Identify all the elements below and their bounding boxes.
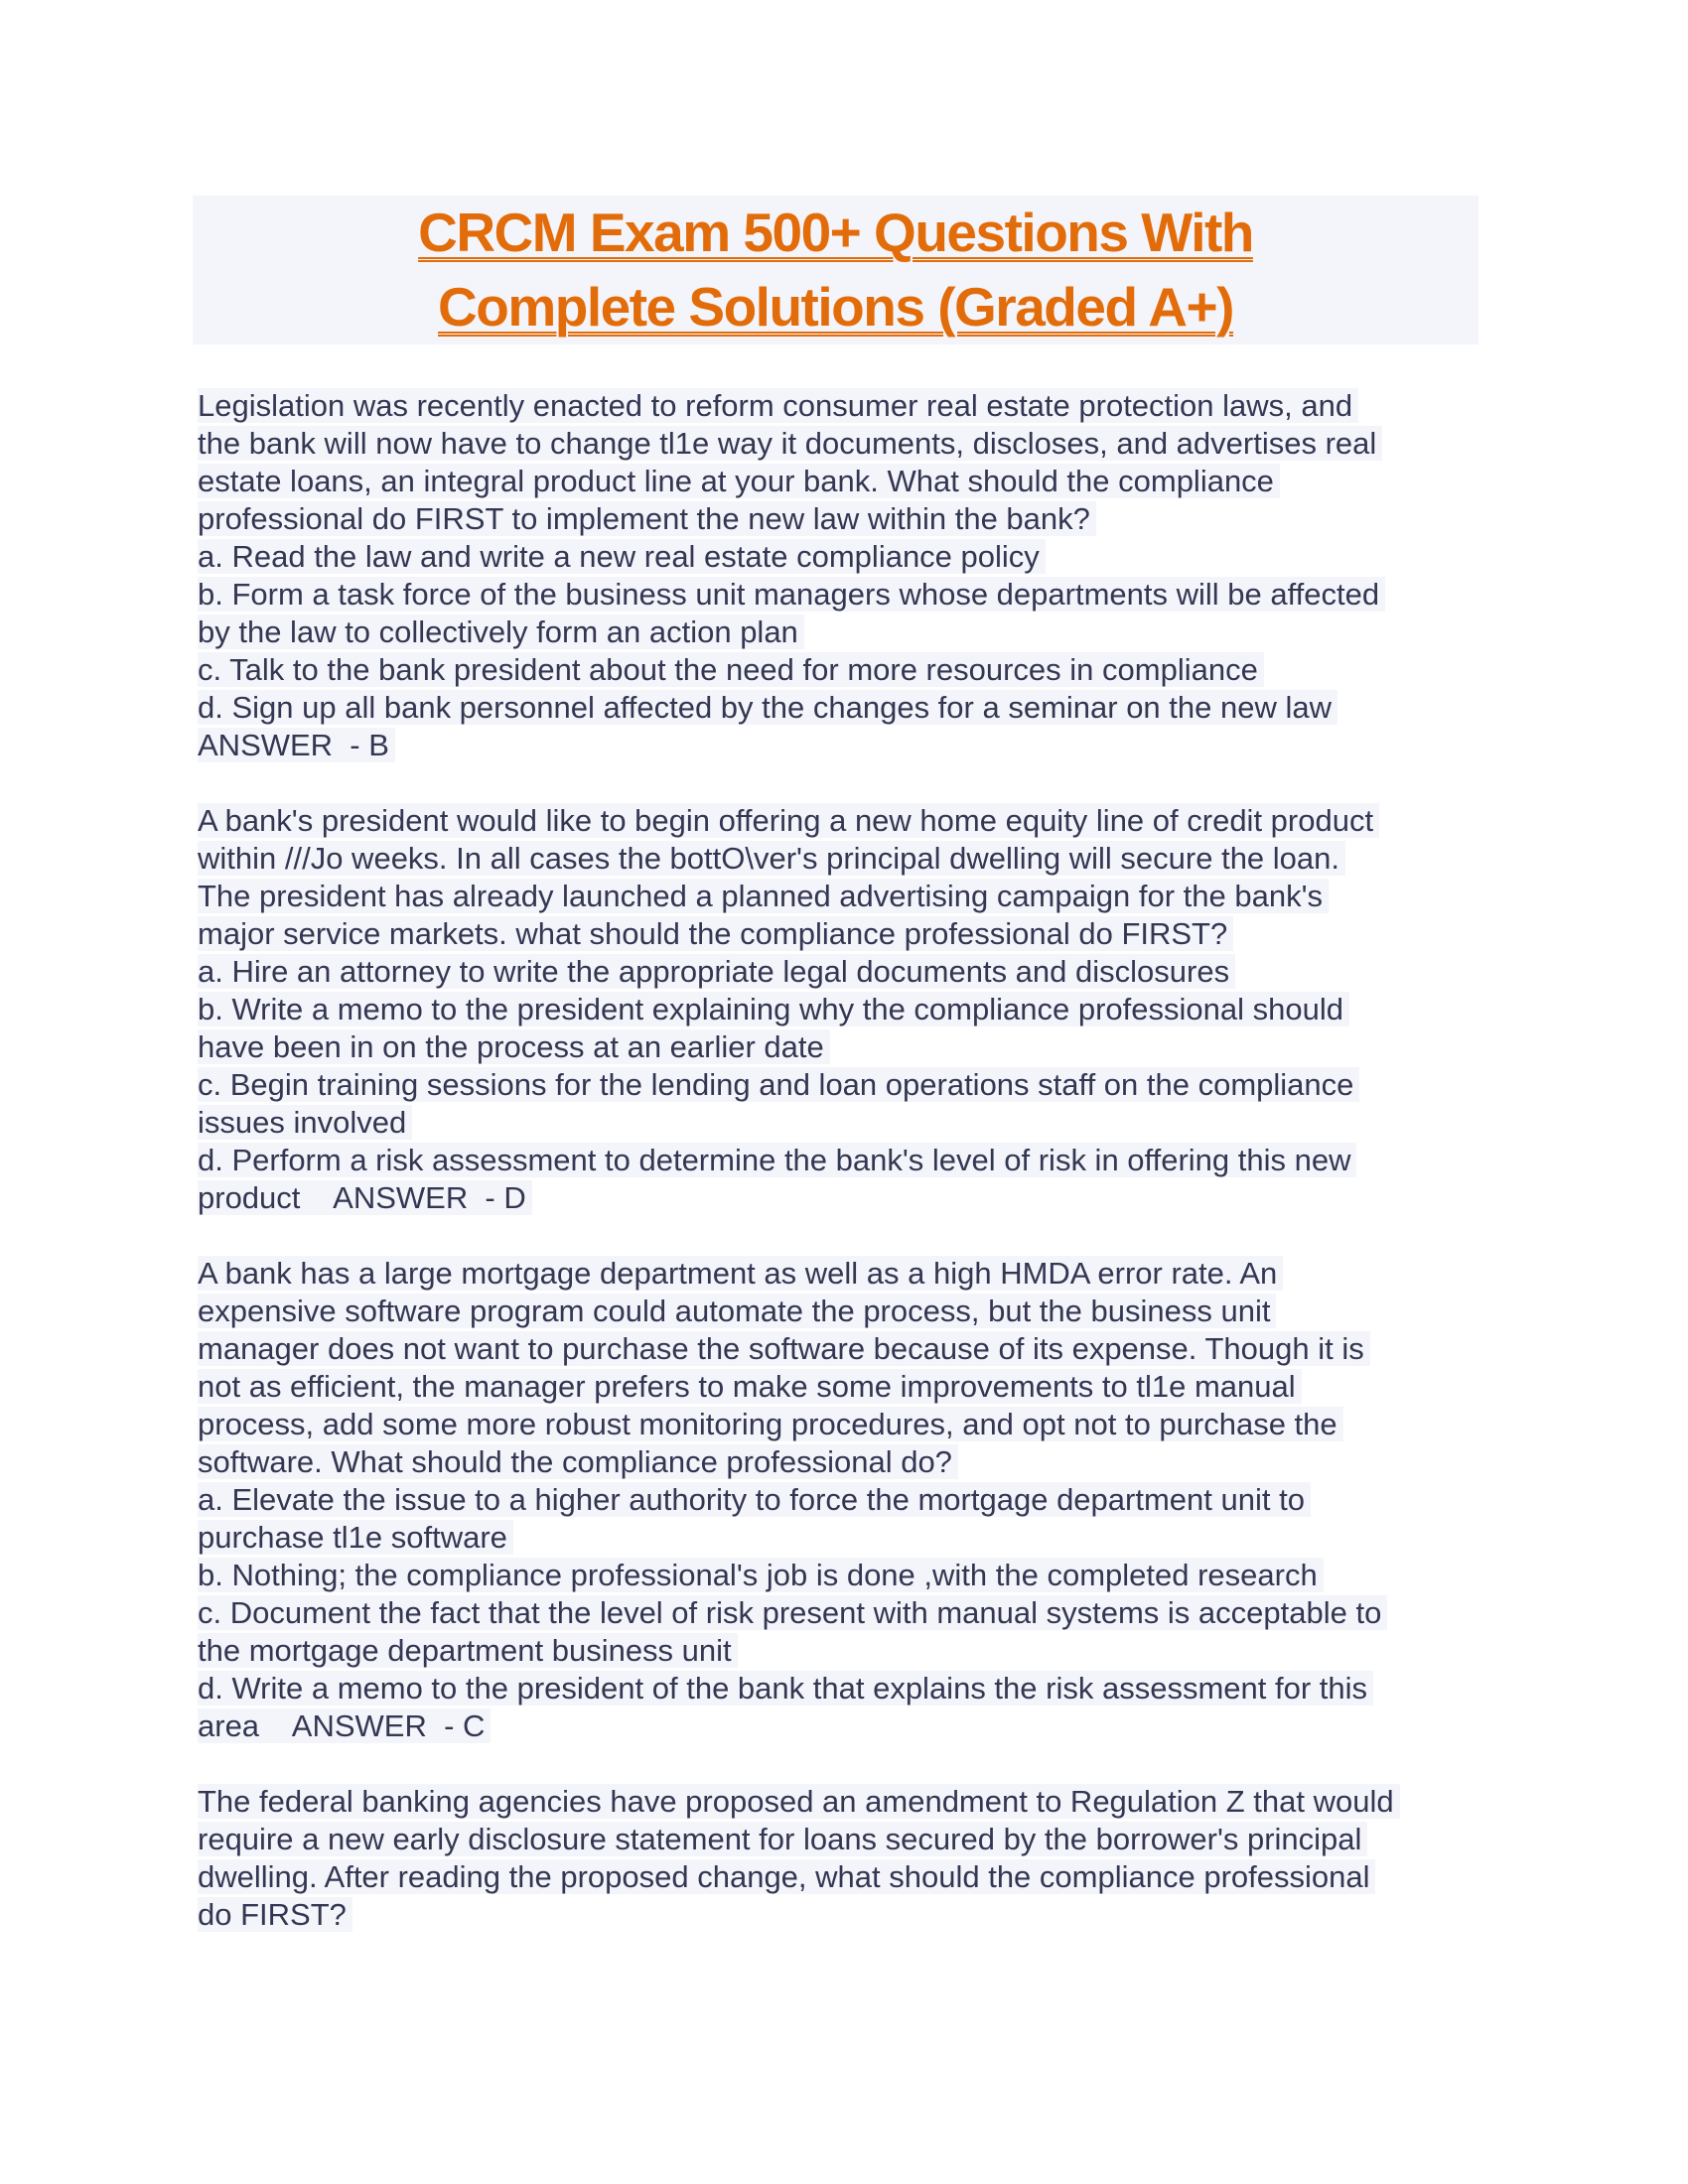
paragraph-gap: [198, 764, 1508, 802]
text-line-content: product ANSWER - D: [198, 1180, 532, 1215]
question-block: [198, 1255, 1508, 1745]
text-line: [198, 1179, 1508, 1217]
text-line: [198, 1255, 1508, 1293]
text-line: [198, 1443, 1508, 1481]
text-line-content: A bank has a large mortgage department as well as a high HMDA error rate. An: [198, 1256, 1283, 1291]
text-line: [198, 1066, 1508, 1104]
text-line-content: Legislation was recently enacted to reform consumer real estate protection laws, and: [198, 388, 1358, 423]
text-line: [198, 840, 1508, 878]
text-line: [198, 463, 1508, 500]
text-line: [198, 1406, 1508, 1443]
text-line-content: do FIRST?: [198, 1897, 352, 1932]
text-line-content: A bank's president would like to begin offering a new home equity line of credit product: [198, 803, 1379, 838]
text-line: [198, 991, 1508, 1028]
text-line-content: the mortgage department business unit: [198, 1633, 738, 1668]
text-line: [198, 1519, 1508, 1557]
text-line-content: have been in on the process at an earlier date: [198, 1029, 830, 1064]
text-line: [198, 1293, 1508, 1330]
text-line-content: b. Form a task force of the business unit managers whose departments will be affected: [198, 577, 1385, 612]
text-line-content: c. Talk to the bank president about the need for more resources in compliance: [198, 652, 1264, 687]
text-line: [198, 1594, 1508, 1632]
text-line-content: by the law to collectively form an action plan: [198, 614, 804, 649]
text-line: [198, 1330, 1508, 1368]
text-line-content: software. What should the compliance professional do?: [198, 1444, 958, 1479]
text-line: [198, 651, 1508, 689]
text-line: [198, 953, 1508, 991]
paragraph-gap: [198, 1745, 1508, 1783]
text-line-content: the bank will now have to change tl1e way it documents, discloses, and advertises real: [198, 426, 1382, 461]
text-line: [198, 1707, 1508, 1745]
text-line-content: b. Nothing; the compliance professional's job is done ,with the completed research: [198, 1558, 1324, 1592]
text-line: [198, 1896, 1508, 1934]
text-line: [198, 802, 1508, 840]
paragraph-gap: [198, 1217, 1508, 1255]
question-block: [198, 1783, 1508, 1934]
text-line: [198, 689, 1508, 727]
text-line-content: d. Write a memo to the president of the bank that explains the risk assessment for this: [198, 1671, 1373, 1706]
text-line-content: d. Perform a risk assessment to determine the bank's level of risk in offering this new: [198, 1143, 1356, 1177]
text-line: [198, 1028, 1508, 1066]
text-line-content: The federal banking agencies have proposed an amendment to Regulation Z that would: [198, 1784, 1400, 1819]
text-line: [198, 1142, 1508, 1179]
document-title: [193, 196, 1478, 344]
text-line: [198, 1104, 1508, 1142]
text-line-content: not as efficient, the manager prefers to make some improvements to tl1e manual: [198, 1369, 1302, 1404]
text-line-content: issues involved: [198, 1105, 412, 1140]
question-block: [198, 387, 1508, 764]
text-line-content: area ANSWER - C: [198, 1708, 491, 1743]
text-line: [198, 1632, 1508, 1670]
text-line-content: expensive software program could automate the process, but the business unit: [198, 1294, 1276, 1328]
text-line-content: estate loans, an integral product line at your bank. What should the compliance: [198, 464, 1280, 498]
text-line-content: dwelling. After reading the proposed change, what should the compliance professional: [198, 1859, 1375, 1894]
text-line: [198, 1670, 1508, 1707]
text-line-content: c. Begin training sessions for the lending and loan operations staff on the compliance: [198, 1067, 1359, 1102]
text-line-content: within ///Jo weeks. In all cases the bottO\ver's principal dwelling will secure the loan.: [198, 841, 1345, 876]
text-line-content: a. Read the law and write a new real estate compliance policy: [198, 539, 1046, 574]
text-line: [198, 915, 1508, 953]
text-line-content: c. Document the fact that the level of risk present with manual systems is acceptable to: [198, 1595, 1387, 1630]
text-line-content: purchase tl1e software: [198, 1520, 513, 1555]
text-line: [198, 1858, 1508, 1896]
title-line-2: Complete Solutions (Graded A+): [438, 276, 1233, 338]
title-line-1: CRCM Exam 500+ Questions With: [418, 202, 1253, 263]
text-line: [198, 1783, 1508, 1821]
text-line: [198, 878, 1508, 915]
text-line-content: process, add some more robust monitoring procedures, and opt not to purchase the: [198, 1407, 1343, 1441]
text-line-content: The president has already launched a planned advertising campaign for the bank's: [198, 879, 1329, 913]
text-line-content: manager does not want to purchase the software because of its expense. Though it is: [198, 1331, 1370, 1366]
text-line: [198, 1368, 1508, 1406]
text-line: [198, 1821, 1508, 1858]
text-line: [198, 576, 1508, 614]
text-line-content: require a new early disclosure statement for loans secured by the borrower's principal: [198, 1822, 1367, 1856]
text-line: [198, 425, 1508, 463]
text-line-content: a. Hire an attorney to write the appropriate legal documents and disclosures: [198, 954, 1235, 989]
text-line-content: professional do FIRST to implement the new law within the bank?: [198, 501, 1096, 536]
text-line: [198, 387, 1508, 425]
text-line: [198, 500, 1508, 538]
document-body: [198, 387, 1508, 1934]
text-line-content: major service markets. what should the compliance professional do FIRST?: [198, 916, 1233, 951]
text-line: [198, 1557, 1508, 1594]
text-line-content: ANSWER - B: [198, 728, 395, 762]
text-line: [198, 1481, 1508, 1519]
text-line-content: b. Write a memo to the president explaining why the compliance professional should: [198, 992, 1349, 1026]
question-block: [198, 802, 1508, 1217]
text-line-content: a. Elevate the issue to a higher authority to force the mortgage department unit to: [198, 1482, 1311, 1517]
text-line: [198, 727, 1508, 764]
text-line: [198, 538, 1508, 576]
text-line: [198, 614, 1508, 651]
text-line-content: d. Sign up all bank personnel affected by the changes for a seminar on the new law: [198, 690, 1337, 725]
